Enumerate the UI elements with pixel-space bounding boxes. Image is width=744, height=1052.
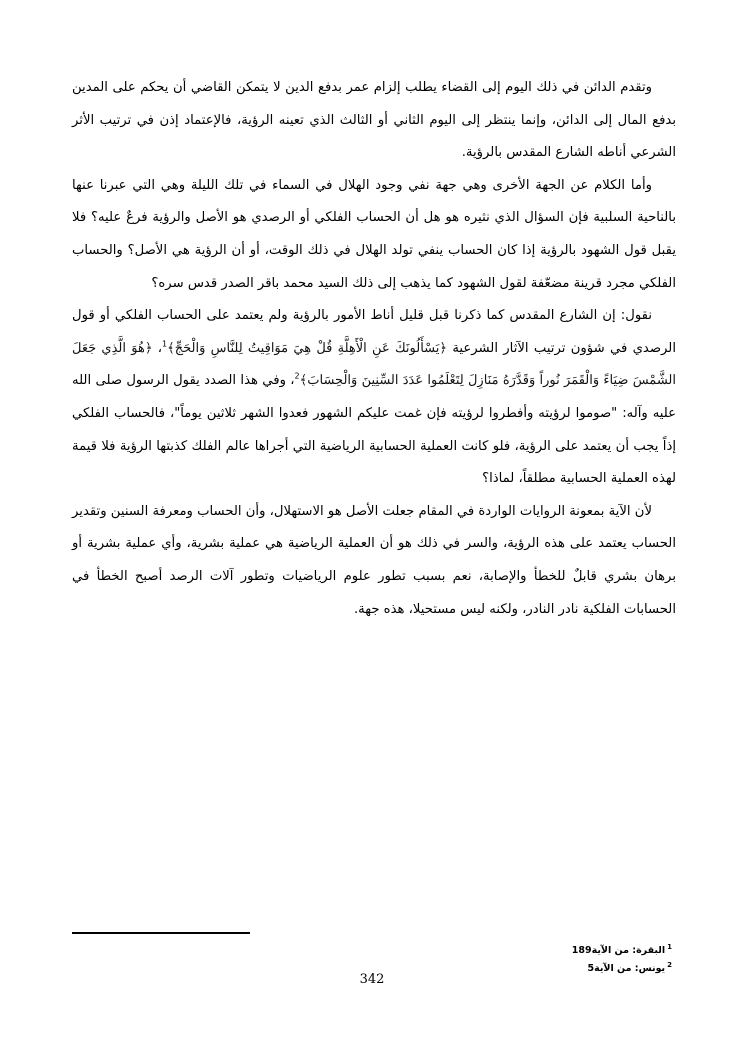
footnote-text: يونس: من الآية5	[587, 963, 666, 975]
quran-verse-2: ﴿هُوَ الَّذِي جَعَلَ الشَّمْسَ ضِيَاءً وَالْقَمَرَ نُوراً وَقَدَّرَهُ مَنَازِلَ لِتَعْلَمُوا عَدَدَ السِّنِينَ وَالْحِسَابَ﴾	[72, 340, 676, 389]
paragraph-1: وتقدم الدائن في ذلك اليوم إلى القضاء يطلب إلزام عمر بدفع الدين لا يتمكن القاضي أن يحكم على المدين بدفع المال إلى الدائن، وإنما ينتظر إلى اليوم الثاني أو الثالث الذي تعينه الرؤية، فالإعتماد إذن في ترتيب الأثر الشرعي أناطه الشارع المقدس بالرؤية.	[72, 80, 676, 161]
verse-separator: ،	[157, 340, 163, 356]
footnote-ref-1[interactable]: 1	[162, 339, 168, 349]
body-text	[72, 72, 676, 626]
footnote-ref-2[interactable]: 2	[294, 371, 300, 381]
footnote-number: 2	[667, 961, 672, 970]
footnote-divider	[72, 932, 250, 934]
quran-verse-1: ﴿يَسْأَلُونَكَ عَنِ الْأَهِلَّةِ قُلْ هِيَ مَوَاقِيتُ لِلنَّاسِ وَالْحَجِّ﴾	[167, 340, 448, 356]
footnote-number: 1	[667, 943, 672, 951]
paragraph-2: وأما الكلام عن الجهة الأخرى وهي جهة نفي وجود الهلال في السماء في تلك الليلة وهي التي عبرنا عنها بالناحية السلبية فإن السؤال الذي نثيره هو هل أن الحساب الفلكي أو الرصدي هو الأصل والرؤية فرعٌ عليه؟ فلا يقبل قول الشهود بالرؤية إذا كان الحساب ينفي تولد الهلال في ذلك الوقت، أو أن الرؤية هي الأصل؟ والحساب الفلكي مجرد قرينة مضعّفة لقول الشهود كما يذهب إلى ذلك السيد محمد باقر الصدر قدس سره؟	[72, 177, 676, 291]
paragraph-3-text-start: نقول: إن الشارع المقدس كما ذكرنا قبل قليل أناط الأمور بالرؤية ولم يعتمد على الحساب الفلكي أو قول الرصدي في شؤون ترتيب الآثار الشرعية	[72, 308, 676, 356]
paragraph-4: لأن الآية بمعونة الروايات الواردة في المقام جعلت الأصل هو الاستهلال، وأن الحساب ومعرفة السنين وتقدير الحساب يعتمد على هذه الرؤية، والسر في ذلك هو أن العملية الرياضية هي عملية بشرية، وأي عملية بشرية أو برهان بشري قابلٌ للخطأ والإصابة، نعم بسبب تطور علوم الرياضيات وتطور آلات الرصد أصبح الخطأ في الحسابات الفلكية نادر النادر، ولكنه ليس مستحيلا، هذه جهة.	[72, 503, 676, 617]
paragraph-3-text-end: ، وفي هذا الصدد يقول الرسول صلى الله عليه وآله: "صوموا لرؤيته وأفطروا لرؤيته فإن غمت عليكم الشهور فعدوا الشهر ثلاثين يوماً"، فالحساب الفلكي إذاً يجب أن يعتمد على الرؤية، فلو كانت العملية الحسابية الرياضية التي أجراها عالم الفلك كذبتها الرؤية فلا قيمة لهذه العملية الحسابية مطلقاً، لماذا؟	[72, 373, 676, 487]
page-number: 342	[359, 972, 385, 987]
footnote-1	[372, 940, 672, 958]
footnote-text: البقرة: من الآية189	[571, 945, 666, 957]
footnotes	[372, 940, 672, 976]
paragraph-3	[72, 300, 676, 496]
